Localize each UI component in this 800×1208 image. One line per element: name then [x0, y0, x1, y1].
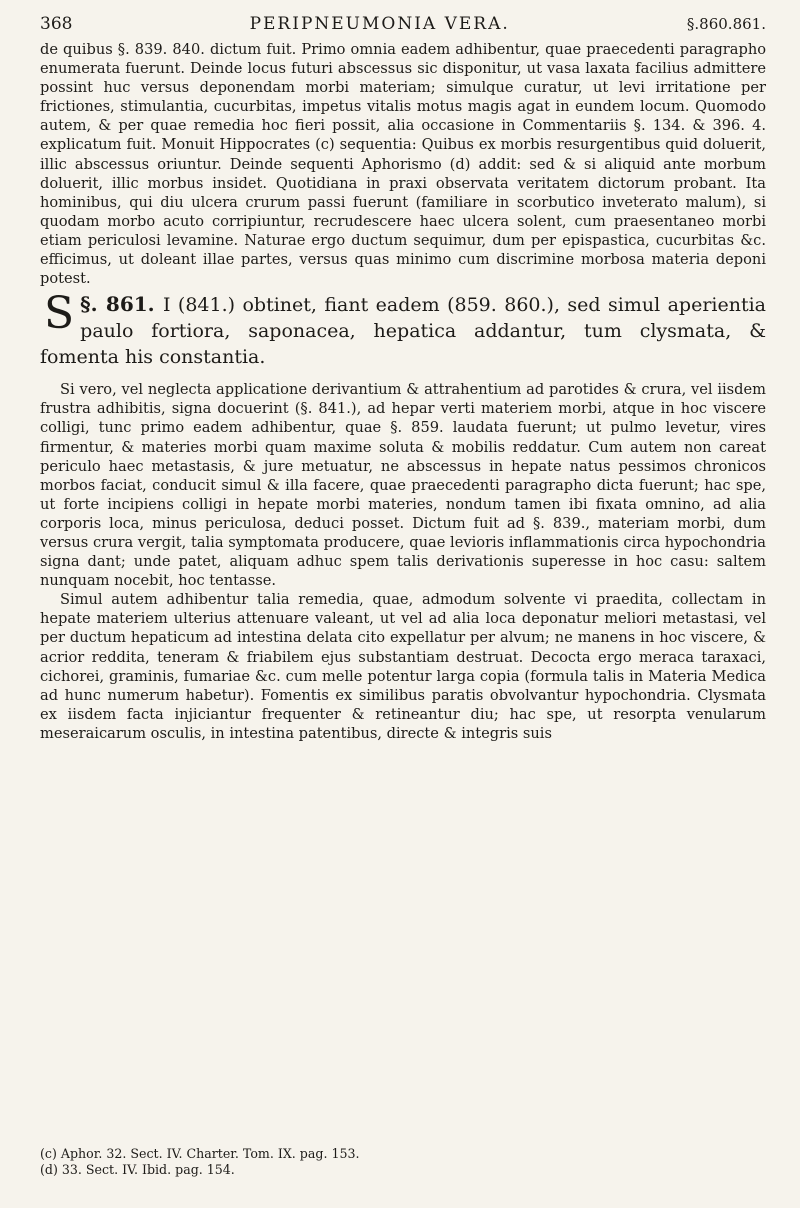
running-header	[40, 14, 766, 34]
section-number: §. 861.	[80, 292, 155, 317]
footnote-c: (c) Aphor. 32. Sect. IV. Charter. Tom. IX. pag. 153.	[40, 1146, 360, 1161]
section-reference: §.860.861.	[686, 15, 766, 33]
body-text	[40, 40, 766, 743]
page-number: 368	[40, 14, 73, 34]
commentary	[40, 380, 766, 743]
paragraph: de quibus §. 839. 840. dictum fuit. Primo omnia eadem adhibentur, quae praecedenti paragrapho enumerata fuerunt. Deinde locus futuri abscessus sic disponitur, ut vasa laxata facilius admittere possint huc versus deponendam morbi materiam; simulque curatur, ut levi irritatione per frictiones, stimulantia, cucurbitas, impetus vitalis motus magis agat in eundem locum. Quomodo autem, & per quae remedia hoc fieri possit, alia occasione in Commentariis §. 134. & 396. 4. explicatum fuit. Monuit Hippocrates (c) sequentia: Quibus ex morbis resurgentibus quid doluerit, illic abscessus oriuntur. Deinde sequenti Aphorismo (d) addit: sed & si aliquid ante morbum doluerit, illic morbus insidet. Quotidiana in praxi observata veritatem dictorum probant. Ita hominibus, qui diu ulcera crurum passi fuerunt (familiare in scorbutico inveterato malum), si quodam morbo acuto corripiuntur, recrudescere haec ulcera solent, cum praesentaneo morbi etiam periculosi levamine. Naturae ergo ductum sequimur, dum per epispastica, cucurbitas &c. efficimus, ut doleant illae partes, versus quas minimo cum discrimine morbosa materia deponi potest.	[40, 41, 766, 288]
section-aphorism: I (841.) obtinet, fiant eadem (859. 860.), sed simul aperientia paulo fortiora, saponacea, hepatica addantur, tum clysmata, & fomenta his constantia.	[40, 294, 766, 369]
paragraph: Si vero, vel neglecta applicatione derivantium & attrahentium ad parotides & crura, vel iisdem frustra adhibitis, signa docuerint (§. 841.), ad hepar verti materiem morbi, atque in hoc viscere colligi, tunc primo eadem adhibentur, quae §. 859. laudata fuerunt; ut pulmo levetur, vires firmentur, & materies morbi quam maxime soluta & mobilis reddatur. Cum autem non careat periculo haec metastasis, & jure metuatur, ne abscessus in hepate natus pessimos chronicos morbos faciat, conducit simul & illa facere, quae praecedenti paragrapho dicta fuerunt; hac spe, ut forte incipiens colligi in hepate morbi materies, nondum tamen ibi fixata omnino, ad alia corporis loca, minus periculosa, deduci posset. Dictum fuit ad §. 839., materiam morbi, dum versus crura vergit, talia symptomata producere, quae levioris inflammationis circa hypochondria signa dant; unde patet, aliquam adhuc spem talis derivationis superesse in hoc casu: saltem nunquam nocebit, hoc tentasse.	[40, 381, 766, 590]
section-heading	[40, 288, 766, 370]
running-title: PERIPNEUMONIA VERA.	[249, 14, 510, 34]
footnotes	[40, 1146, 766, 1178]
paragraph: Simul autem adhibentur talia remedia, quae, admodum solvente vi praedita, collectam in hepate materiem ulterius attenuare valeant, ut vel ad alia loca deponatur meliori metastasi, vel per ductum hepaticum ad intestina delata cito expellatur per alvum; ne manens in hoc viscere, & acrior reddita, teneram & friabilem ejus substantiam destruat. Decocta ergo meraca taraxaci, cichorei, graminis, fumariae &c. cum melle potentur larga copia (formula talis in Materia Medica ad hunc numerum habetur). Fomentis ex similibus paratis obvolvantur hypochondria. Clysmata ex iisdem facta injiciantur frequenter & retineantur diu; hac spe, ut resorpta venularum meseraicarum osculis, in intestina patentibus, directe & integris suis	[40, 591, 766, 742]
drop-cap: S	[44, 288, 75, 340]
footnote-d: (d) 33. Sect. IV. Ibid. pag. 154.	[40, 1162, 235, 1177]
